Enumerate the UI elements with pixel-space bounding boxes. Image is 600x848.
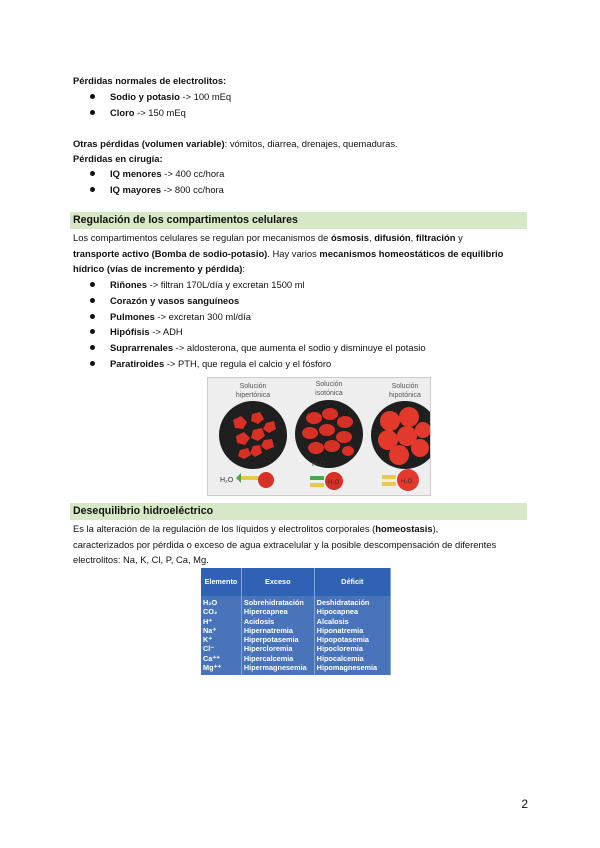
table-row: H⁺ Acidosis Alcalosis (201, 617, 391, 626)
caption-hipotonica-2: hipotónica (389, 392, 421, 399)
water-label-3: H₂O (328, 480, 340, 486)
bullet-icon (90, 361, 95, 366)
list-item: IQ mayores -> 800 cc/hora (73, 182, 533, 198)
list-item: Hipófisis -> ADH (73, 324, 533, 340)
bullet-icon (90, 282, 95, 287)
table-header-row (201, 568, 391, 596)
bullet-icon (90, 187, 95, 192)
arrow-out-icon (238, 476, 260, 480)
arrow-in-icon (310, 476, 324, 480)
caption-hipotonica-1: Solución (391, 383, 419, 390)
table-row: H₂O Sobrehidratación Deshidratación (201, 596, 391, 607)
cirugia-list (73, 166, 533, 198)
list-item: Suprarrenales -> aldosterona, que aumenta el sodio y disminuye el potasio (73, 340, 533, 356)
header-elemento: Elemento (201, 568, 241, 596)
electrolitos-list (73, 89, 533, 121)
bullet-icon (90, 94, 95, 99)
header-deficit: Déficit (314, 568, 390, 596)
list-item: Sodio y potasio -> 100 mEq (73, 89, 533, 105)
list-item: Cloro -> 150 mEq (73, 105, 533, 121)
table-row: CO₂ Hipercapnea Hipocapnea (201, 607, 391, 616)
arrow-in-icon-2 (382, 475, 396, 479)
shrunken-cell-icon (258, 472, 274, 488)
table-row: Na⁺ Hipernatremia Hiponatremia (201, 626, 391, 635)
list-item: Corazón y vasos sanguíneos (73, 293, 533, 309)
arrow-out-icon-2 (310, 483, 324, 487)
section-heading-regulacion: Regulación de los compartimentos celulares (70, 212, 527, 229)
caption-hipertonica-2: hipertónica (235, 392, 271, 399)
tonicity-illustration (208, 378, 430, 495)
water-label-1: H₂O (220, 477, 234, 484)
table-row: Mg⁺⁺ Hipermagnesemia Hipomagnesemia (201, 663, 391, 675)
list-item: Paratiroides -> PTH, que regula el calcio y el fósforo (73, 356, 533, 372)
bullet-icon (90, 110, 95, 115)
regulacion-paragraph: Los compartimentos celulares se regulan por mecanismos de ósmosis, difusión, filtración y transporte activo (Bomba de sodio-potasio). Hay varios mecanismos homeostáticos de equilibrio hídrico (vías de incremento y pérdida): (73, 232, 504, 274)
arrow-in-icon-3 (382, 482, 396, 486)
section-heading-desequilibrio: Desequilibrio hidroeléctrico (70, 503, 527, 520)
caption-isotonica-2: isotónica (315, 390, 343, 397)
list-item: Pulmones -> excretan 300 ml/día (73, 309, 533, 325)
bullet-icon (90, 314, 95, 319)
bullet-icon (90, 171, 95, 176)
cirugia-title: Pérdidas en cirugía: (73, 153, 163, 164)
bullet-icon (90, 298, 95, 303)
electrolitos-title: Pérdidas normales de electrolitos: (73, 75, 227, 86)
desequilibrio-paragraph: Es la alteración de la regulación de los líquidos y electrolitos corporales (homeostasis), caracterizados por pérdida o exceso de agua extracelular y la posible descompensación de diferentes electrolitos: Na, K, Cl, P, Ca, Mg. (73, 523, 497, 565)
water-label-2: H₂O (312, 461, 326, 468)
table-row: K⁺ Hiperpotasemia Hipopotasemia (201, 635, 391, 644)
mecanismos-list (73, 277, 533, 372)
page-number: 2 (521, 797, 528, 811)
table-row: Ca⁺⁺ Hipercalcemia Hipocalcemia (201, 654, 391, 663)
caption-hipertonica-1: Solución (239, 383, 267, 390)
otras-perdidas: Otras pérdidas (volumen variable): vómitos, diarrea, drenajes, quemaduras. (73, 138, 398, 149)
list-item: IQ menores -> 400 cc/hora (73, 166, 533, 182)
header-exceso: Exceso (241, 568, 314, 596)
tonicity-figure (207, 377, 431, 496)
bullet-icon (90, 329, 95, 334)
water-label-4: H₂O (401, 479, 413, 485)
caption-isotonica-1: Solución (315, 381, 343, 388)
table-row: Cl⁻ Hipercloremia Hipocloremia (201, 644, 391, 653)
bullet-icon (90, 345, 95, 350)
electrolyte-table (201, 568, 391, 675)
list-item: Riñones -> filtran 170L/día y excretan 1500 ml (73, 277, 533, 293)
